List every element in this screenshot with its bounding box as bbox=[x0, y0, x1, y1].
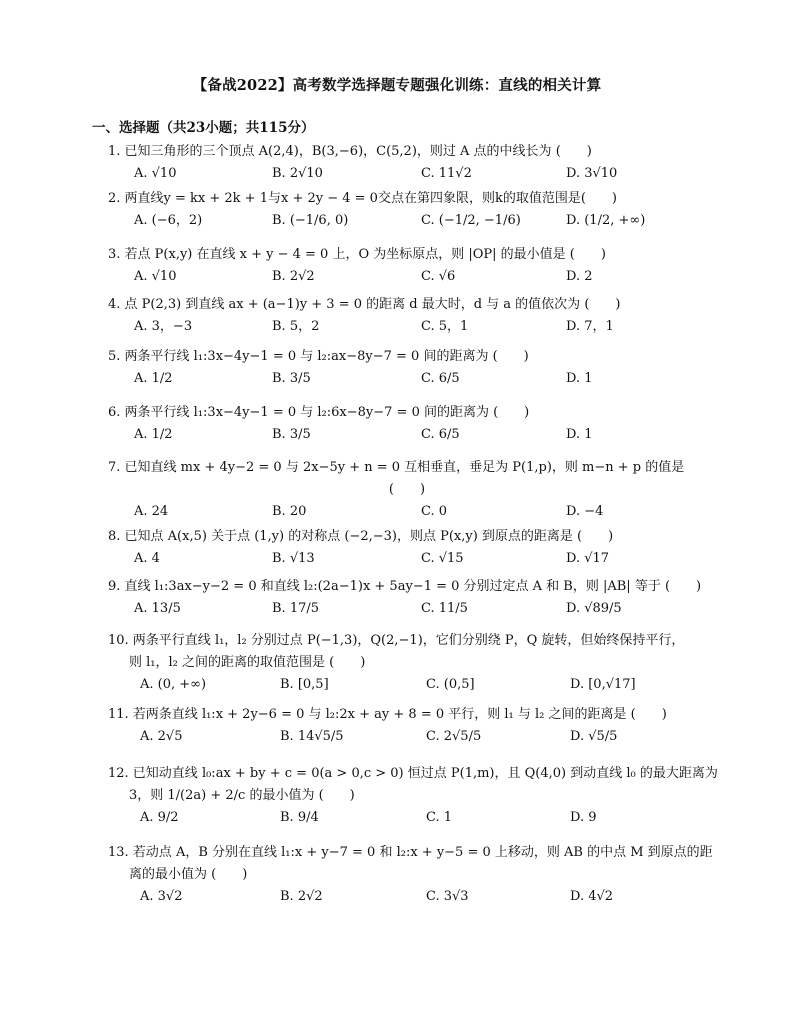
option-b: B. [0,5] bbox=[280, 677, 329, 692]
question-stem: 3. 若点 P(x,y) 在直线 x + y − 4 = 0 上，O 为坐标原点，则 |OP| 的最小值是 ( ) bbox=[108, 247, 606, 262]
option-b: B. 17/5 bbox=[272, 601, 320, 616]
option-c: C. 11/5 bbox=[421, 601, 468, 616]
options-row bbox=[108, 266, 706, 286]
page-title: 【备战2022】高考数学选择题专题强化训练：直线的相关计算 bbox=[192, 77, 602, 94]
option-d: D. [0,√17] bbox=[570, 677, 636, 692]
section-heading: 一、选择题（共23小题；共115分） bbox=[92, 120, 315, 136]
option-d: D. 1 bbox=[566, 427, 593, 442]
option-a: A. 13/5 bbox=[134, 601, 181, 616]
option-c: C. (0,5] bbox=[426, 677, 475, 692]
question-stem: 4. 点 P(2,3) 到直线 ax + (a−1)y + 3 = 0 的距离 d 最大时，d 与 a 的值依次为 ( ) bbox=[108, 297, 621, 312]
option-b: B. (−1/6, 0) bbox=[272, 213, 349, 228]
option-a: A. 9/2 bbox=[140, 810, 179, 825]
option-b: B. 3/5 bbox=[272, 427, 311, 442]
question-1 bbox=[108, 141, 706, 183]
question-5 bbox=[108, 346, 706, 388]
option-c: C. 6/5 bbox=[421, 427, 460, 442]
option-a: A. 3√2 bbox=[140, 889, 183, 904]
question-stem: 7. 已知直线 mx + 4y−2 = 0 与 2x−5y + n = 0 互相垂直，垂足为 P(1,p)，则 m−n + p 的值是 bbox=[108, 460, 685, 475]
option-c: C. 3√3 bbox=[426, 889, 469, 904]
option-a: A. (0, +∞) bbox=[140, 677, 207, 692]
question-4 bbox=[108, 294, 706, 336]
options-row bbox=[108, 726, 706, 746]
question-stem-continued: 则 l₁，l₂ 之间的距离的取值范围是 ( ) bbox=[129, 655, 366, 670]
option-b: B. √13 bbox=[272, 551, 315, 566]
question-stem: 13. 若动点 A，B 分别在直线 l₁:x + y−7 = 0 和 l₂:x + y−5 = 0 上移动，则 AB 的中点 M 到原点的距 bbox=[108, 845, 713, 860]
question-stem: 6. 两条平行线 l₁:3x−4y−1 = 0 与 l₂:6x−8y−7 = 0 间的距离为 ( ) bbox=[108, 405, 530, 420]
option-c: C. 0 bbox=[421, 504, 448, 519]
question-stem: 8. 已知点 A(x,5) 关于点 (1,y) 的对称点 (−2,−3)，则点 P(x,y) 到原点的距离是 ( ) bbox=[108, 529, 614, 544]
option-b: B. 2√10 bbox=[272, 166, 323, 181]
option-d: D. √89/5 bbox=[566, 601, 622, 616]
option-a: A. 1/2 bbox=[134, 371, 173, 386]
options-row bbox=[108, 807, 706, 827]
question-stem: 11. 若两条直线 l₁:x + 2y−6 = 0 与 l₂:2x + ay + 8 = 0 平行，则 l₁ 与 l₂ 之间的距离是 ( ) bbox=[108, 707, 667, 722]
question-stem-continued: ( ) bbox=[388, 482, 426, 497]
option-d: D. √5/5 bbox=[570, 729, 618, 744]
option-a: A. 2√5 bbox=[140, 729, 183, 744]
option-d: D. 3√10 bbox=[566, 166, 618, 181]
options-row bbox=[108, 424, 706, 444]
question-2 bbox=[108, 188, 706, 230]
options-row bbox=[108, 674, 706, 694]
options-row bbox=[108, 368, 706, 388]
option-d: D. 1 bbox=[566, 371, 593, 386]
option-b: B. 14√5/5 bbox=[280, 729, 344, 744]
options-row bbox=[108, 210, 706, 230]
option-a: A. 1/2 bbox=[134, 427, 173, 442]
question-stem: 1. 已知三角形的三个顶点 A(2,4)，B(3,−6)，C(5,2)，则过 A 点的中线长为 ( ) bbox=[108, 144, 592, 159]
option-c: C. √6 bbox=[421, 269, 456, 284]
options-row bbox=[108, 501, 706, 521]
option-d: D. 9 bbox=[570, 810, 597, 825]
option-c: C. 11√2 bbox=[421, 166, 472, 181]
option-d: D. 2 bbox=[566, 269, 593, 284]
option-c: C. (−1/2, −1/6) bbox=[421, 213, 521, 228]
question-stem: 9. 直线 l₁:3ax−y−2 = 0 和直线 l₂:(2a−1)x + 5ay−1 = 0 分别过定点 A 和 B，则 |AB| 等于 ( ) bbox=[108, 579, 702, 594]
option-b: B. 3/5 bbox=[272, 371, 311, 386]
options-row bbox=[108, 598, 706, 618]
option-b: B. 9/4 bbox=[280, 810, 319, 825]
option-b: B. 20 bbox=[272, 504, 307, 519]
options-row bbox=[108, 163, 706, 183]
option-a: A. 24 bbox=[134, 504, 169, 519]
option-d: D. √17 bbox=[566, 551, 610, 566]
option-a: A. (−6，2) bbox=[134, 213, 203, 228]
option-d: D. 4√2 bbox=[570, 889, 614, 904]
option-d: D. 7，1 bbox=[566, 319, 614, 334]
option-c: C. 6/5 bbox=[421, 371, 460, 386]
option-a: A. 3，−3 bbox=[134, 319, 193, 334]
option-c: C. 2√5/5 bbox=[426, 729, 482, 744]
question-stem-continued: 3，则 1/(2a) + 2/c 的最小值为 ( ) bbox=[129, 788, 355, 803]
option-a: A. √10 bbox=[134, 269, 177, 284]
question-3 bbox=[108, 244, 706, 286]
options-row bbox=[108, 548, 706, 568]
option-b: B. 2√2 bbox=[272, 269, 315, 284]
question-13 bbox=[108, 842, 713, 906]
question-8 bbox=[108, 526, 706, 568]
question-9 bbox=[108, 576, 706, 618]
option-c: C. 5，1 bbox=[421, 319, 469, 334]
question-7 bbox=[108, 457, 706, 521]
option-c: C. √15 bbox=[421, 551, 464, 566]
options-row bbox=[108, 886, 706, 906]
options-row bbox=[108, 316, 706, 336]
option-b: B. 5，2 bbox=[272, 319, 320, 334]
option-a: A. √10 bbox=[134, 166, 177, 181]
option-c: C. 1 bbox=[426, 810, 453, 825]
option-d: D. (1/2, +∞) bbox=[566, 213, 646, 228]
question-stem-continued: 离的最小值为 ( ) bbox=[129, 867, 248, 882]
option-b: B. 2√2 bbox=[280, 889, 323, 904]
question-6 bbox=[108, 402, 706, 444]
question-stem: 2. 两直线y = kx + 2k + 1与x + 2y − 4 = 0交点在第四象限，则k的取值范围是( ) bbox=[108, 191, 617, 206]
question-10 bbox=[108, 630, 706, 694]
question-12 bbox=[108, 763, 718, 827]
option-d: D. −4 bbox=[566, 504, 604, 519]
question-stem: 5. 两条平行线 l₁:3x−4y−1 = 0 与 l₂:ax−8y−7 = 0 间的距离为 ( ) bbox=[108, 349, 529, 364]
question-stem: 12. 已知动直线 l₀:ax + by + c = 0(a > 0,c > 0) 恒过点 P(1,m)，且 Q(4,0) 到动直线 l₀ 的最大距离为 bbox=[108, 766, 718, 781]
question-stem: 10. 两条平行直线 l₁，l₂ 分别过点 P(−1,3)，Q(2,−1)，它们分别绕 P，Q 旋转，但始终保持平行， bbox=[108, 633, 685, 648]
question-11 bbox=[108, 704, 706, 746]
option-a: A. 4 bbox=[134, 551, 160, 566]
